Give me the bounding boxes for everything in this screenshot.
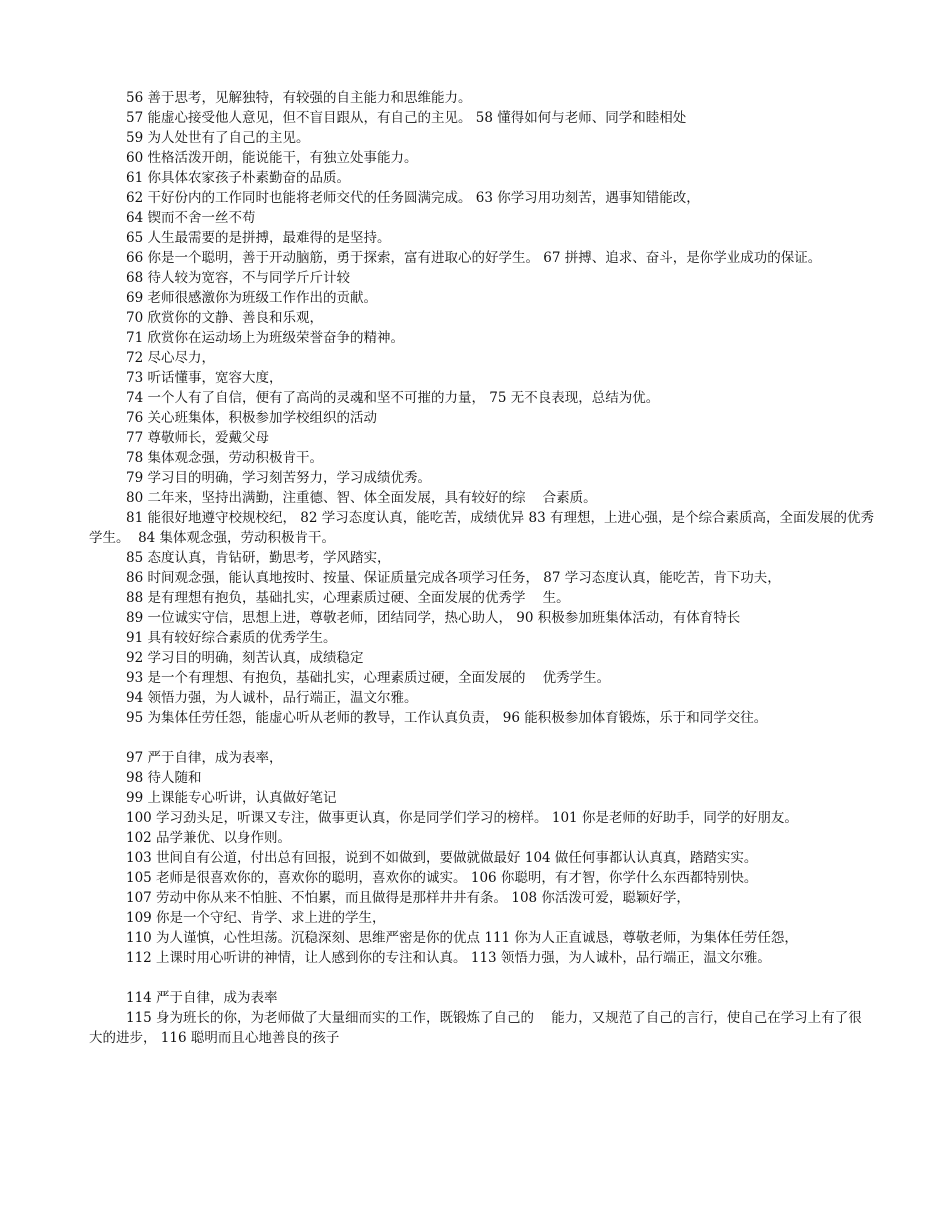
comment-paragraph: 114 严于自律，成为表率 xyxy=(126,990,278,1006)
comment-paragraph: 60 性格活泼开朗，能说能干，有独立处事能力。 xyxy=(126,150,418,166)
blank-line xyxy=(89,728,874,748)
comment-paragraph: 88 是有理想有抱负，基础扎实，心理素质过硬、全面发展的优秀学 生。 xyxy=(126,590,570,606)
comment-paragraph: 97 严于自律，成为表率， xyxy=(126,750,283,766)
document-body xyxy=(89,88,874,1048)
comment-paragraph: 105 老师是很喜欢你的，喜欢你的聪明，喜欢你的诚实。 106 你聪明，有才智，你学什么东西都特别快。 xyxy=(126,870,758,886)
comment-paragraph: 93 是一个有理想、有抱负，基础扎实，心理素质过硬，全面发展的 优秀学生。 xyxy=(126,670,611,686)
comment-paragraph: 71 欣赏你在运动场上为班级荣誉奋争的精神。 xyxy=(126,330,404,346)
comment-paragraph: 70 欣赏你的文静、善良和乐观， xyxy=(126,310,323,326)
comment-paragraph: 59 为人处世有了自己的主见。 xyxy=(126,130,310,146)
comment-paragraph: 77 尊敬师长，爱戴父母 xyxy=(126,430,269,446)
comment-paragraph: 109 你是一个守纪、肯学、求上进的学生， xyxy=(126,910,386,926)
comment-paragraph: 73 听话懂事，宽容大度， xyxy=(126,370,283,386)
comment-paragraph: 80 二年来，坚持出满勤，注重德、智、体全面发展，具有较好的综 合素质。 xyxy=(126,490,597,506)
comment-paragraph: 86 时间观念强，能认真地按时、按量、保证质量完成各项学习任务， 87 学习态度认真，能吃苦，肯下功夫， xyxy=(126,570,781,586)
comment-paragraph: 81 能很好地遵守校规校纪， 82 学习态度认真，能吃苦，成绩优异 83 有理想，上进心强，是个综合素质高，全面发展的优秀学生。 84 集体观念强，劳动积极肯干。 xyxy=(89,510,874,546)
comment-paragraph: 100 学习劲头足，听课又专注，做事更认真，你是同学们学习的榜样。 101 你是老师的好助手，同学的好朋友。 xyxy=(126,810,798,826)
comment-paragraph: 95 为集体任劳任怨，能虚心听从老师的教导，工作认真负责， 96 能积极参加体育锻炼，乐于和同学交往。 xyxy=(126,710,768,726)
comment-paragraph: 98 待人随和 xyxy=(126,770,202,786)
comment-paragraph: 62 干好份内的工作同时也能将老师交代的任务圆满完成。 63 你学习用功刻苦，遇事知错能改， xyxy=(126,190,700,206)
comment-paragraph: 99 上课能专心听讲，认真做好笔记 xyxy=(126,790,337,806)
comment-paragraph: 91 具有较好综合素质的优秀学生。 xyxy=(126,630,337,646)
comment-paragraph: 64 锲而不舍一丝不苟 xyxy=(126,210,256,226)
comment-paragraph: 79 学习目的明确，学习刻苦努力，学习成绩优秀。 xyxy=(126,470,431,486)
comment-paragraph: 110 为人谨慎，心性坦荡。沉稳深刻、思维严密是你的优点 111 你为人正直诚恳，尊敬老师，为集体任劳任怨， xyxy=(126,930,798,946)
comment-paragraph: 107 劳动中你从来不怕脏、不怕累，而且做得是那样井井有条。 108 你活泼可爱，聪颖好学， xyxy=(126,890,690,906)
comment-paragraph: 94 领悟力强，为人诚朴，品行端正，温文尔雅。 xyxy=(126,690,418,706)
comment-paragraph: 115 身为班长的你，为老师做了大量细而实的工作，既锻炼了自己的 能力，又规范了自己的言行，使自己在学习上有了很大的进步， 116 聪明而且心地善良的孩子 xyxy=(89,1010,862,1046)
blank-line xyxy=(89,968,874,988)
comment-paragraph: 103 世间自有公道，付出总有回报，说到不如做到，要做就做最好 104 做任何事都认认真真，踏踏实实。 xyxy=(126,850,758,866)
comment-paragraph: 74 一个人有了自信，便有了高尚的灵魂和坚不可摧的力量， 75 无不良表现，总结为优。 xyxy=(126,390,660,406)
comment-paragraph: 112 上课时用心听讲的神情，让人感到你的专注和认真。 113 领悟力强，为人诚朴，品行端正，温文尔雅。 xyxy=(126,950,771,966)
comment-paragraph: 61 你具体农家孩子朴素勤奋的品质。 xyxy=(126,170,350,186)
comment-paragraph: 85 态度认真，肯钻研，勤思考，学风踏实， xyxy=(126,550,391,566)
comment-paragraph: 57 能虚心接受他人意见，但不盲目跟从，有自己的主见。 58 懂得如何与老师、同学和睦相处 xyxy=(126,110,687,126)
comment-paragraph: 72 尽心尽力， xyxy=(126,350,215,366)
comment-paragraph: 69 老师很感激你为班级工作作出的贡献。 xyxy=(126,290,377,306)
comment-paragraph: 68 待人较为宽容，不与同学斤斤计较 xyxy=(126,270,350,286)
comment-paragraph: 92 学习目的明确，刻苦认真，成绩稳定 xyxy=(126,650,364,666)
comment-paragraph: 65 人生最需要的是拼搏，最难得的是坚持。 xyxy=(126,230,391,246)
comment-paragraph: 78 集体观念强，劳动积极肯干。 xyxy=(126,450,323,466)
comment-paragraph: 89 一位诚实守信，思想上进，尊敬老师，团结同学，热心助人， 90 积极参加班集体活动，有体育特长 xyxy=(126,610,741,626)
comment-paragraph: 66 你是一个聪明，善于开动脑筋，勇于探索，富有进取心的好学生。 67 拼搏、追求、奋斗，是你学业成功的保证。 xyxy=(126,250,822,266)
comment-paragraph: 76 关心班集体，积极参加学校组织的活动 xyxy=(126,410,377,426)
comment-paragraph: 102 品学兼优、以身作则。 xyxy=(126,830,292,846)
comment-paragraph: 56 善于思考，见解独特，有较强的自主能力和思维能力。 xyxy=(126,90,472,106)
